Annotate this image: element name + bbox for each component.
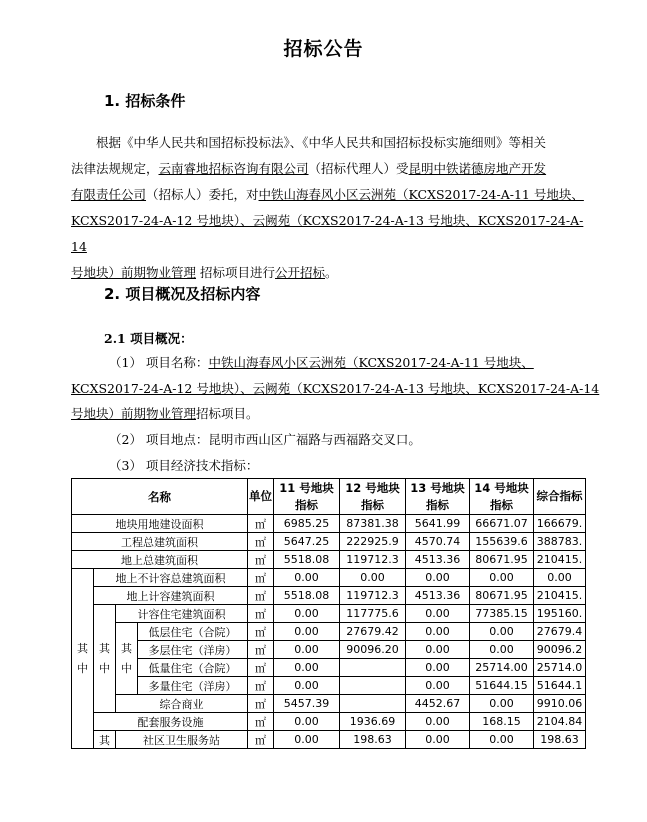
para-line — [71, 182, 591, 208]
para-line: 根据《中华人民共和国招标投标法》、《中华人民共和国招标投标实施细则》等相关 — [96, 135, 547, 150]
cell: 51644.15 — [470, 677, 534, 695]
cell: 0.00 — [406, 731, 470, 749]
paragraph-conditions — [71, 130, 591, 286]
tender-method: 公开招标 — [275, 265, 326, 280]
cell: 0.00 — [274, 731, 340, 749]
item-1-line — [109, 353, 534, 371]
cell: 0.00 — [470, 641, 534, 659]
project-name: 号地块）前期物业管理 — [71, 406, 197, 421]
cell: 4513.36 — [406, 551, 470, 569]
cell: 198.63 — [534, 731, 586, 749]
row-label: 社区卫生服务站 — [116, 731, 248, 749]
text: （招标人）委托，对 — [146, 187, 259, 202]
text: （招标代理人）受 — [308, 161, 409, 176]
cell: 77385.15 — [470, 605, 534, 623]
cell: 27679.4 — [534, 623, 586, 641]
cell: 0.00 — [406, 569, 470, 587]
cell: 9910.06 — [534, 695, 586, 713]
cell: 0.00 — [470, 623, 534, 641]
unit-cell: ㎡ — [248, 731, 274, 749]
unit-cell: ㎡ — [248, 677, 274, 695]
text: 招标项目。 — [196, 406, 259, 421]
cell: 0.00 — [470, 695, 534, 713]
cell: 0.00 — [274, 677, 340, 695]
header-plot-13: 13 号地块指标 — [406, 479, 470, 515]
cell: 0.00 — [274, 605, 340, 623]
row-label: 多量住宅（洋房） — [138, 677, 248, 695]
cell: 90096.2 — [534, 641, 586, 659]
table-row — [72, 569, 586, 587]
table-row — [72, 659, 586, 677]
item-1-line — [71, 404, 259, 422]
item-3-line: （3） 项目经济技术指标： — [109, 458, 259, 473]
table-row — [72, 641, 586, 659]
cell: 155639.6 — [470, 533, 534, 551]
unit-cell: ㎡ — [248, 713, 274, 731]
row-label: 工程总建筑面积 — [72, 533, 248, 551]
table-row — [72, 695, 586, 713]
cell: 0.00 — [470, 569, 534, 587]
cell: 0.00 — [406, 641, 470, 659]
tenderer-name: 昆明中铁诺德房地产开发 — [408, 161, 547, 176]
para-line — [71, 156, 591, 182]
cell: 5457.39 — [274, 695, 340, 713]
cell: 4570.74 — [406, 533, 470, 551]
table-row — [72, 515, 586, 533]
row-label: 低层住宅（合院） — [138, 623, 248, 641]
cell: 5518.08 — [274, 551, 340, 569]
cell — [340, 695, 406, 713]
row-label: 地上总建筑面积 — [72, 551, 248, 569]
cell: 25714.0 — [534, 659, 586, 677]
cell: 5647.25 — [274, 533, 340, 551]
row-label: 地上不计容总建筑面积 — [94, 569, 248, 587]
cell: 0.00 — [406, 659, 470, 677]
cell: 0.00 — [274, 659, 340, 677]
item-1-line: KCXS2017-24-A-12 号地块）、云阙苑（KCXS2017-24-A-13 号地块、KCXS2017-24-A-14 — [71, 381, 600, 396]
tenderer-name: 有限责任公司 — [71, 187, 147, 202]
project-name: 中铁山海春风小区云洲苑（KCXS2017-24-A-11 号地块、 — [258, 187, 584, 202]
unit-cell: ㎡ — [248, 515, 274, 533]
header-unit: 单位 — [248, 479, 274, 515]
row-label: 综合商业 — [116, 695, 248, 713]
table-row — [72, 533, 586, 551]
table-row — [72, 605, 586, 623]
unit-cell: ㎡ — [248, 695, 274, 713]
cell: 0.00 — [406, 677, 470, 695]
side-label-qizhong: 其中 — [72, 569, 94, 749]
page-title: 招标公告 — [283, 38, 364, 60]
cell — [340, 659, 406, 677]
table-row — [72, 623, 586, 641]
row-label: 多层住宅（洋房） — [138, 641, 248, 659]
cell: 0.00 — [406, 713, 470, 731]
row-label: 低量住宅（合院） — [138, 659, 248, 677]
cell: 4513.36 — [406, 587, 470, 605]
cell: 0.00 — [534, 569, 586, 587]
cell: 388783. — [534, 533, 586, 551]
cell: 198.63 — [340, 731, 406, 749]
cell: 119712.3 — [340, 587, 406, 605]
unit-cell: ㎡ — [248, 569, 274, 587]
cell: 222925.9 — [340, 533, 406, 551]
project-name: 中铁山海春风小区云洲苑（KCXS2017-24-A-11 号地块、 — [208, 355, 534, 370]
agency-name: 云南睿地招标咨询有限公司 — [158, 161, 309, 176]
text: 。 — [325, 265, 338, 280]
table-row — [72, 713, 586, 731]
cell — [340, 677, 406, 695]
cell: 0.00 — [274, 641, 340, 659]
unit-cell: ㎡ — [248, 623, 274, 641]
cell: 210415. — [534, 551, 586, 569]
cell: 25714.00 — [470, 659, 534, 677]
text: 法律法规规定， — [71, 161, 159, 176]
cell: 5641.99 — [406, 515, 470, 533]
cell: 5518.08 — [274, 587, 340, 605]
table-row — [72, 731, 586, 749]
side-label-qizhong-inner: 其中 — [94, 605, 116, 713]
side-label-qi: 其 — [94, 731, 116, 749]
cell: 0.00 — [470, 731, 534, 749]
section-1-heading: 1. 招标条件 — [104, 92, 186, 110]
row-label: 配套服务设施 — [94, 713, 248, 731]
text: （1） 项目名称： — [109, 355, 209, 370]
unit-cell: ㎡ — [248, 587, 274, 605]
unit-cell: ㎡ — [248, 659, 274, 677]
unit-cell: ㎡ — [248, 551, 274, 569]
cell: 119712.3 — [340, 551, 406, 569]
cell: 0.00 — [406, 605, 470, 623]
cell: 0.00 — [406, 623, 470, 641]
para-line: KCXS2017-24-A-12 号地块）、云阙苑（KCXS2017-24-A-13 号地块、KCXS2017-24-A-14 — [71, 213, 584, 254]
cell: 117775.6 — [340, 605, 406, 623]
cell: 66671.07 — [470, 515, 534, 533]
project-name: 号地块）前期物业管理 — [71, 265, 197, 280]
cell: 195160. — [534, 605, 586, 623]
unit-cell: ㎡ — [248, 533, 274, 551]
table-row — [72, 587, 586, 605]
cell: 80671.95 — [470, 551, 534, 569]
cell: 90096.20 — [340, 641, 406, 659]
section-2-heading: 2. 项目概况及招标内容 — [104, 285, 261, 303]
item-2-line: （2） 项目地点：昆明市西山区广福路与西福路交叉口。 — [109, 432, 421, 447]
indicators-table — [71, 478, 586, 749]
cell: 0.00 — [340, 569, 406, 587]
cell: 2104.84 — [534, 713, 586, 731]
header-plot-14: 14 号地块指标 — [470, 479, 534, 515]
subsection-2-1: 2.1 项目概况： — [104, 331, 193, 346]
table-row — [72, 551, 586, 569]
cell: 1936.69 — [340, 713, 406, 731]
cell: 6985.25 — [274, 515, 340, 533]
header-total: 综合指标 — [534, 479, 586, 515]
row-label: 计容住宅建筑面积 — [116, 605, 248, 623]
row-label: 地块用地建设面积 — [72, 515, 248, 533]
row-label: 地上计容建筑面积 — [94, 587, 248, 605]
header-name: 名称 — [72, 479, 248, 515]
cell: 210415. — [534, 587, 586, 605]
cell: 87381.38 — [340, 515, 406, 533]
side-label-qizhong-inner2: 其中 — [116, 623, 138, 695]
unit-cell: ㎡ — [248, 641, 274, 659]
text: 招标项目进行 — [196, 265, 275, 280]
unit-cell: ㎡ — [248, 605, 274, 623]
cell: 0.00 — [274, 569, 340, 587]
table-row — [72, 677, 586, 695]
cell: 51644.1 — [534, 677, 586, 695]
cell: 4452.67 — [406, 695, 470, 713]
cell: 80671.95 — [470, 587, 534, 605]
cell: 0.00 — [274, 623, 340, 641]
header-plot-12: 12 号地块指标 — [340, 479, 406, 515]
cell: 27679.42 — [340, 623, 406, 641]
table-header-row — [72, 479, 586, 515]
cell: 168.15 — [470, 713, 534, 731]
header-plot-11: 11 号地块指标 — [274, 479, 340, 515]
cell: 0.00 — [274, 713, 340, 731]
cell: 166679. — [534, 515, 586, 533]
